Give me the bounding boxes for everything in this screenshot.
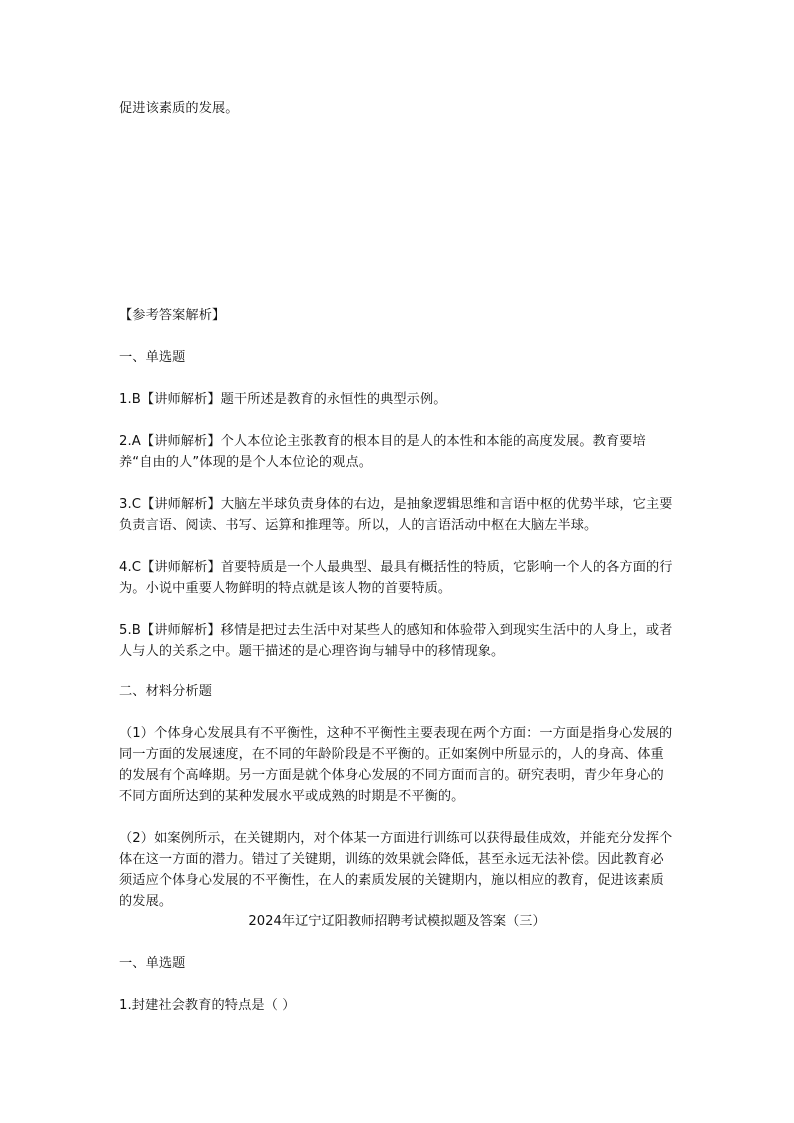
answer-3: 3.C【讲师解析】大脑左半球负责身体的右边，是抽象逻辑思维和言语中枢的优势半球，它主要负责言语、阅读、书写、运算和推理等。所以，人的言语活动中枢在大脑左半球。 [119,497,673,533]
answer-5: 5.B【讲师解析】移情是把过去生活中对某些人的感知和体验带入到现实生活中的人身上，或者人与人的关系之中。题干描述的是心理咨询与辅导中的移情现象。 [119,623,673,659]
next-section-title: 一、单选题 [119,956,186,971]
answer-4: 4.C【讲师解析】首要特质是一个人最典型、最具有概括性的特质，它影响一个人的各方面的行为。小说中重要人物鲜明的特点就是该人物的首要特质。 [119,560,673,596]
answer-header: 【参考答案解析】 [119,308,226,323]
answer-2: 2.A【讲师解析】个人本位论主张教育的根本目的是人的本性和本能的高度发展。教育要培养“自由的人”体现的是个人本位论的观点。 [119,434,646,470]
section-title-single-choice: 一、单选题 [119,350,186,365]
analysis-1: （1）个体身心发展具有不平衡性，这种不平衡性主要表现在两个方面：一方面是指身心发展的同一方面的发展速度，在不同的年龄阶段是不平衡的。正如案例中所显示的，人的身高、体重的发展有个高峰期。另一方面是就个体身心发展的不同方面而言的。研究表明，青少年身心的不同方面所达到的某种发展水平或成熟的时期是不平衡的。 [119,726,673,804]
answer-1: 1.B【讲师解析】题干所述是教育的永恒性的典型示例。 [119,392,447,407]
next-question-1: 1.封建社会教育的特点是（ ） [119,998,296,1013]
top-fragment: 促进该素质的发展。 [119,101,239,116]
section-title-material-analysis: 二、材料分析题 [119,684,213,699]
next-document-title: 2024年辽宁辽阳教师招聘考试模拟题及答案（三） [248,914,546,929]
analysis-2: （2）如案例所示，在关键期内，对个体某一方面进行训练可以获得最佳成效，并能充分发挥个体在这一方面的潜力。错过了关键期，训练的效果就会降低，甚至永远无法补偿。因此教育必须适应个体身心发展的不平衡性，在人的素质发展的关键期内，施以相应的教育，促进该素质的发展。 [119,831,673,909]
